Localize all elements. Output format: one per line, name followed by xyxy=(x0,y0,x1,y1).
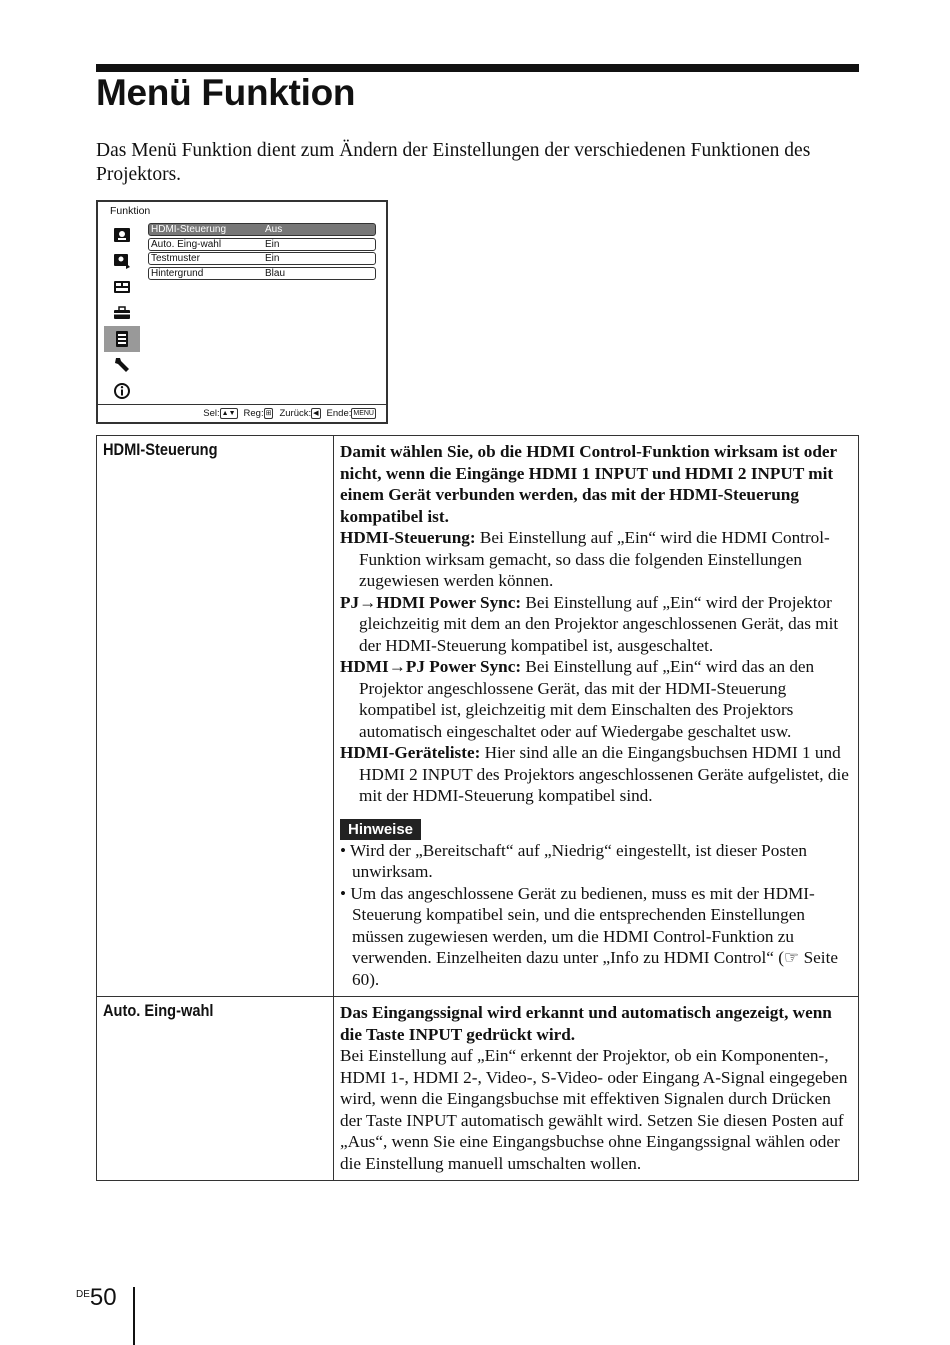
osd-row-testmuster[interactable] xyxy=(148,252,376,265)
settings-table xyxy=(96,435,859,1181)
setting-name: Auto. Eing-wahl xyxy=(97,997,334,1181)
osd-row-value: Ein xyxy=(265,253,280,264)
note-item: • Wird der „Bereitschaft“ auf „Niedrig“ eingestellt, ist dieser Posten unwirksam. xyxy=(340,840,807,881)
definition-item: HDMI-Geräteliste: Hier sind alle an die Eingangsbuchsen HDMI 1 und HDMI 2 INPUT des Projektors angeschlossenen Geräte aufgelistet, die mit der HDMI-Steuerung kompatibel sind. xyxy=(340,743,849,805)
osd-sel-hint: Sel: ▲▼ xyxy=(203,408,236,419)
osd-row-hintergrund[interactable] xyxy=(148,267,376,280)
description-intro: Damit wählen Sie, ob die HDMI Control-Funktion wirksam ist oder nicht, wenn die Eingänge HDMI 1 INPUT und HDMI 2 INPUT mit einem Gerät verbunden werden, das mit der HDMI-Steuerung kompatibel ist. xyxy=(340,442,837,526)
title-rule xyxy=(96,64,859,72)
table-row xyxy=(97,997,859,1181)
table-row xyxy=(97,436,859,997)
osd-row-value: Ein xyxy=(265,238,280,250)
setting-description xyxy=(334,997,859,1181)
note-item: • Um das angeschlossene Gerät zu bedienen, muss es mit der HDMI-Steuerung kompatibel sein, und die entsprechenden Einstellungen müssen zugewiesen werden, um die HDMI Control-Funktion zu verwenden. Einzelheiten dazu unter „Info zu HDMI Control“ (☞ Seite 60). xyxy=(340,883,838,989)
definition-item: HDMI→PJ Power Sync: Bei Einstellung auf „Ein“ wird das an den Projektor angeschlossene Gerät, das mit der HDMI-Steuerung kompatibel ist, gleichzeitig mit dem Einschalten des Projektors automatisch eingeschaltet oder auf Wiedergabe geschaltet usw. xyxy=(340,657,815,741)
osd-row-label: Testmuster xyxy=(151,253,200,264)
description-intro: Das Eingangssignal wird erkannt und automatisch angezeigt, wenn die Taste INPUT gedrückt wird. xyxy=(340,1003,832,1044)
osd-row-label: Hintergrund xyxy=(151,267,204,279)
osd-row-label: Auto. Eing-wahl xyxy=(151,238,222,250)
setup-icon xyxy=(104,300,140,326)
picture-icon xyxy=(104,222,140,248)
osd-footer xyxy=(98,404,386,422)
page-title: Menü Funktion xyxy=(96,72,356,113)
installation-icon xyxy=(104,352,140,378)
menu-key-icon: MENU xyxy=(353,409,374,417)
setting-name: HDMI-Steuerung xyxy=(97,436,334,997)
menu-screenshot xyxy=(96,200,388,424)
intro-paragraph: Das Menü Funktion dient zum Ändern der Einstellungen der verschiedenen Funktionen des Projektors. xyxy=(96,140,811,185)
osd-row-value: Aus xyxy=(265,224,283,235)
osd-end-hint: Ende: MENU xyxy=(326,408,374,419)
osd-row-auto-eing-wahl[interactable] xyxy=(148,238,376,251)
osd-reg-hint: Reg: ⊞ xyxy=(243,408,272,419)
page-number: $^{DE}$50 xyxy=(76,1284,117,1311)
picture-adjust-icon xyxy=(104,248,140,274)
osd-row-value: Blau xyxy=(265,267,286,279)
osd-back-hint: Zurück: ◀ xyxy=(279,408,319,419)
osd-icon-column xyxy=(104,222,140,404)
setting-description xyxy=(334,436,859,997)
information-icon xyxy=(104,378,140,404)
notes-badge: Hinweise xyxy=(340,819,421,840)
description-text: Bei Einstellung auf „Ein“ erkennt der Projektor, ob ein Komponenten-, HDMI 1-, HDMI 2-, Video-, S-Video- oder Eingang A-Signal eingegeben wird, wenn die Eingangsbuchse mit effektiven Signalen durch Drücken der Taste INPUT automatisch gewählt wird. Setzen Sie diesen Posten auf „Aus“, wenn Sie eine Eingangsbuchse ohne Eingangssignal wählen oder die Einstellung manuell umschalten wollen. xyxy=(340,1046,848,1173)
osd-row-label: HDMI-Steuerung xyxy=(151,224,227,235)
screen-icon xyxy=(104,274,140,300)
definition-item: PJ→HDMI Power Sync: Bei Einstellung auf „Ein“ wird der Projektor gleichzeitig mit dem an den Projektor angeschlossenen Gerät, das mit der HDMI-Steuerung kompatibel ist, ausgeschaltet. xyxy=(340,592,839,655)
definition-item: HDMI-Steuerung: Bei Einstellung auf „Ein“ wird die HDMI Control-Funktion wirksam gemacht, so dass die folgenden Einstellungen zugewiesen werden können. xyxy=(340,528,830,590)
enter-key-icon: ⊞ xyxy=(265,409,272,417)
page-number-rule xyxy=(133,1287,135,1345)
osd-row-hdmi-steuerung[interactable] xyxy=(148,223,376,236)
osd-menu-list xyxy=(148,223,376,281)
updown-key-icon: ▲▼ xyxy=(221,409,236,417)
function-icon xyxy=(104,326,140,352)
left-key-icon: ◀ xyxy=(313,409,319,417)
osd-title: Funktion xyxy=(110,205,151,217)
